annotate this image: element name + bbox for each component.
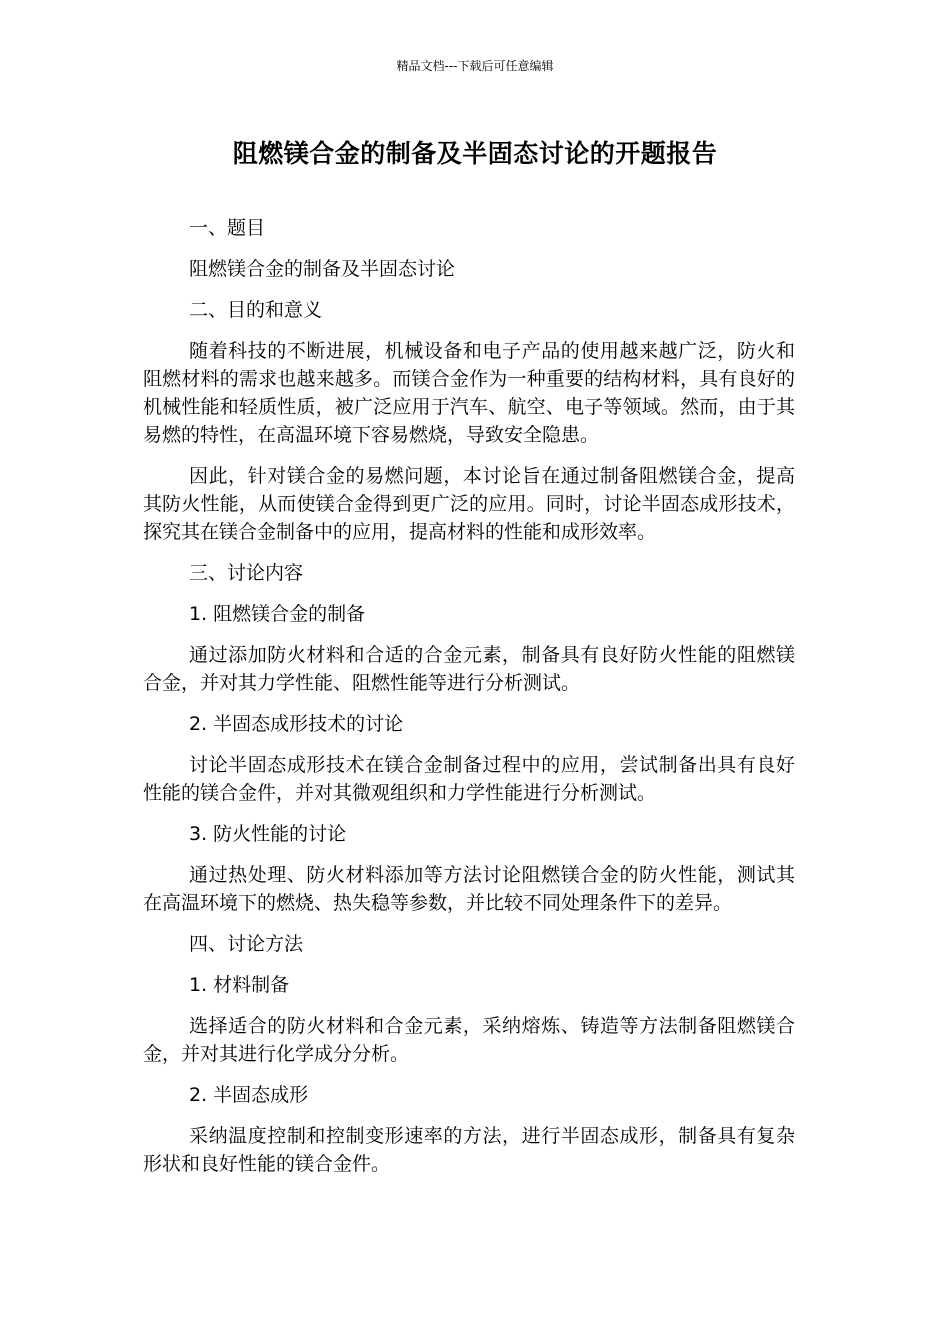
section-heading-content: 三、讨论内容 bbox=[189, 562, 304, 584]
document-body bbox=[143, 214, 795, 1191]
section-heading-methods: 四、讨论方法 bbox=[189, 933, 304, 955]
section-heading-purpose: 二、目的和意义 bbox=[189, 299, 323, 321]
page-header: 精品文档---下载后可任意编辑 bbox=[396, 59, 554, 73]
semisolid-paragraph: 讨论半固态成形技术在镁合金制备过程中的应用，尝试制备出具有良好性能的镁合金件，并对其微观组织和力学性能进行分析测试。 bbox=[143, 754, 795, 804]
topic-text: 阻燃镁合金的制备及半固态讨论 bbox=[189, 258, 456, 280]
subheading-semisolid: 2. 半固态成形技术的讨论 bbox=[189, 713, 404, 735]
subheading-preparation: 1. 阻燃镁合金的制备 bbox=[189, 603, 366, 625]
purpose-paragraph-1: 随着科技的不断进展，机械设备和电子产品的使用越来越广泛，防火和阻燃材料的需求也越来越多。而镁合金作为一种重要的结构材料，具有良好的机械性能和轻质性质，被广泛应用于汽车、航空、电子等领域。然而，由于其易燃的特性，在高温环境下容易燃烧，导致安全隐患。 bbox=[143, 340, 795, 446]
purpose-paragraph-2: 因此，针对镁合金的易燃问题，本讨论旨在通过制备阻燃镁合金，提高其防火性能，从而使镁合金得到更广泛的应用。同时，讨论半固态成形技术，探究其在镁合金制备中的应用，提高材料的性能和成形效率。 bbox=[143, 465, 795, 543]
section-heading-topic: 一、题目 bbox=[189, 217, 266, 239]
fire-resistance-paragraph: 通过热处理、防火材料添加等方法讨论阻燃镁合金的防火性能，测试其在高温环境下的燃烧、热失稳等参数，并比较不同处理条件下的差异。 bbox=[143, 864, 795, 914]
preparation-paragraph: 通过添加防火材料和合适的合金元素，制备具有良好防火性能的阻燃镁合金，并对其力学性能、阻燃性能等进行分析测试。 bbox=[143, 644, 795, 694]
material-preparation-paragraph: 选择适合的防火材料和合金元素，采纳熔炼、铸造等方法制备阻燃镁合金，并对其进行化学成分分析。 bbox=[143, 1015, 795, 1065]
semisolid-forming-paragraph: 采纳温度控制和控制变形速率的方法，进行半固态成形，制备具有复杂形状和良好性能的镁合金件。 bbox=[143, 1125, 795, 1175]
document-title: 阻燃镁合金的制备及半固态讨论的开题报告 bbox=[232, 139, 718, 168]
subheading-semisolid-forming: 2. 半固态成形 bbox=[189, 1084, 309, 1106]
subheading-material-preparation: 1. 材料制备 bbox=[189, 974, 290, 996]
subheading-fire-resistance: 3. 防火性能的讨论 bbox=[189, 823, 347, 845]
